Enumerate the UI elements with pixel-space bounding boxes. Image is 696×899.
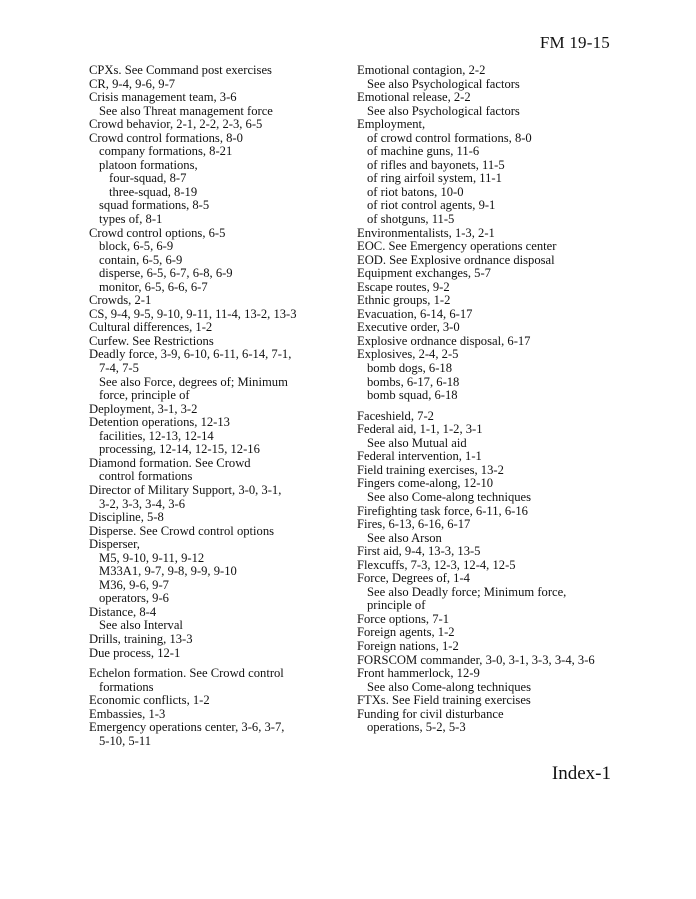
- index-entry: Employment,: [357, 117, 426, 132]
- index-entry: Firefighting task force, 6-11, 6-16: [357, 503, 528, 518]
- index-subentry: contain, 6-5, 6-9: [99, 252, 183, 267]
- index-subentry: principle of: [367, 598, 426, 613]
- index-entry: Flexcuffs, 7-3, 12-3, 12-4, 12-5: [357, 557, 516, 572]
- index-subentry: facilities, 12-13, 12-14: [99, 428, 214, 443]
- index-subentry: control formations: [99, 469, 193, 484]
- index-subentry: of riot control agents, 9-1: [367, 198, 496, 213]
- index-entry: CS, 9-4, 9-5, 9-10, 9-11, 11-4, 13-2, 13-3: [89, 306, 297, 321]
- index-subentry: types of, 8-1: [99, 212, 163, 227]
- index-entry: Executive order, 3-0: [357, 320, 460, 335]
- index-entry: Explosive ordnance disposal, 6-17: [357, 333, 531, 348]
- index-entry: Crowds, 2-1: [89, 293, 152, 308]
- index-subentry: operations, 5-2, 5-3: [367, 720, 466, 735]
- index-subentry: of machine guns, 11-6: [367, 144, 480, 159]
- index-subentry: formations: [99, 679, 154, 694]
- index-entry: Funding for civil disturbance: [357, 706, 504, 721]
- index-entry: Fingers come-along, 12-10: [357, 476, 494, 491]
- index-entry: Embassies, 1-3: [89, 706, 166, 721]
- index-subentry: See also Mutual aid: [367, 435, 467, 450]
- index-entry: Curfew. See Restrictions: [89, 333, 214, 348]
- index-entry: Explosives, 2-4, 2-5: [357, 347, 459, 362]
- index-entry: FORSCOM commander, 3-0, 3-1, 3-3, 3-4, 3-6: [357, 652, 595, 667]
- index-subentry: four-squad, 8-7: [109, 171, 187, 186]
- index-subentry: bomb squad, 6-18: [367, 388, 458, 403]
- index-entry: Foreign agents, 1-2: [357, 625, 455, 640]
- index-entry: Economic conflicts, 1-2: [89, 693, 210, 708]
- index-subentry: block, 6-5, 6-9: [99, 239, 174, 254]
- index-subentry: squad formations, 8-5: [99, 198, 210, 213]
- index-entry: Emergency operations center, 3-6, 3-7,: [89, 720, 285, 735]
- index-entry: Field training exercises, 13-2: [357, 462, 504, 477]
- index-entry: Disperser,: [89, 537, 140, 552]
- index-subentry: of rifles and bayonets, 11-5: [367, 157, 505, 172]
- index-subentry: See also Psychological factors: [367, 103, 520, 118]
- index-entry: Escape routes, 9-2: [357, 279, 450, 294]
- index-subentry: See also Force, degrees of; Minimum: [99, 374, 288, 389]
- index-entry: Ethnic groups, 1-2: [357, 293, 451, 308]
- index-subentry: of riot batons, 10-0: [367, 184, 464, 199]
- index-entry: Deadly force, 3-9, 6-10, 6-11, 6-14, 7-1,: [89, 347, 292, 362]
- index-entry: Deployment, 3-1, 3-2: [89, 401, 198, 416]
- page-number: Index-1: [551, 763, 611, 784]
- index-entry: Federal aid, 1-1, 1-2, 3-1: [357, 422, 483, 437]
- index-entry: Crisis management team, 3-6: [89, 90, 237, 105]
- index-subentry: of crowd control formations, 8-0: [367, 130, 532, 145]
- index-entry: Disperse. See Crowd control options: [89, 523, 275, 538]
- index-entry: Detention operations, 12-13: [89, 415, 230, 430]
- index-entry: Echelon formation. See Crowd control: [89, 666, 284, 681]
- index-subentry: M5, 9-10, 9-11, 9-12: [99, 550, 205, 565]
- index-subentry: bomb dogs, 6-18: [367, 361, 453, 376]
- index-subentry: platoon formations,: [99, 157, 198, 172]
- index-column-right: [357, 64, 617, 735]
- index-entry: Force options, 7-1: [357, 611, 449, 626]
- index-subentry: See also Come-along techniques: [367, 679, 532, 694]
- index-subentry: See also Deadly force; Minimum force,: [367, 584, 567, 599]
- index-subentry: 3-2, 3-3, 3-4, 3-6: [99, 496, 186, 511]
- index-subentry: 7-4, 7-5: [99, 361, 139, 376]
- index-subentry: bombs, 6-17, 6-18: [367, 374, 460, 389]
- index-entry: FTXs. See Field training exercises: [357, 693, 531, 708]
- index-entry: Faceshield, 7-2: [357, 408, 434, 423]
- index-entry: Drills, training, 13-3: [89, 631, 193, 646]
- index-subentry: See also Arson: [367, 530, 442, 545]
- index-entry: Diamond formation. See Crowd: [89, 455, 251, 470]
- index-entry: Crowd control formations, 8-0: [89, 130, 243, 145]
- index-entry: Evacuation, 6-14, 6-17: [357, 306, 473, 321]
- index-entry: Equipment exchanges, 5-7: [357, 266, 491, 281]
- index-subentry: operators, 9-6: [99, 591, 169, 606]
- index-subentry: See also Come-along techniques: [367, 489, 532, 504]
- index-subentry: processing, 12-14, 12-15, 12-16: [99, 442, 260, 457]
- index-subentry: of ring airfoil system, 11-1: [367, 171, 502, 186]
- index-entry: Federal intervention, 1-1: [357, 449, 482, 464]
- index-entry: Crowd behavior, 2-1, 2-2, 2-3, 6-5: [89, 117, 263, 132]
- index-entry: Environmentalists, 1-3, 2-1: [357, 225, 495, 240]
- index-entry: EOC. See Emergency operations center: [357, 239, 557, 254]
- index-entry: Force, Degrees of, 1-4: [357, 571, 470, 586]
- index-entry: Due process, 12-1: [89, 645, 181, 660]
- index-entry: Cultural differences, 1-2: [89, 320, 213, 335]
- index-entry: Distance, 8-4: [89, 604, 157, 619]
- index-subentry: force, principle of: [99, 388, 190, 403]
- index-subentry: See also Interval: [99, 618, 183, 633]
- index-entry: EOD. See Explosive ordnance disposal: [357, 252, 555, 267]
- index-subentry: See also Threat management force: [99, 103, 273, 118]
- index-entry: Discipline, 5-8: [89, 510, 164, 525]
- index-entry: Emotional contagion, 2-2: [357, 63, 486, 77]
- index-subentry: disperse, 6-5, 6-7, 6-8, 6-9: [99, 266, 233, 281]
- index-subentry: monitor, 6-5, 6-6, 6-7: [99, 279, 208, 294]
- index-column-left: [89, 64, 337, 748]
- index-subentry: See also Psychological factors: [367, 76, 520, 91]
- index-subentry: company formations, 8-21: [99, 144, 233, 159]
- index-subentry: three-squad, 8-19: [109, 184, 198, 199]
- index-entry: Emotional release, 2-2: [357, 90, 471, 105]
- index-subentry: M36, 9-6, 9-7: [99, 577, 169, 592]
- index-subentry: of shotguns, 11-5: [367, 212, 455, 227]
- index-entry: Crowd control options, 6-5: [89, 225, 226, 240]
- index-entry: CPXs. See Command post exercises: [89, 63, 272, 77]
- index-entry: Foreign nations, 1-2: [357, 638, 459, 653]
- index-entry: Front hammerlock, 12-9: [357, 666, 480, 681]
- document-id: FM 19-15: [539, 33, 610, 52]
- index-subentry: 5-10, 5-11: [99, 733, 151, 748]
- index-entry: Director of Military Support, 3-0, 3-1,: [89, 482, 282, 497]
- index-entry: CR, 9-4, 9-6, 9-7: [89, 76, 176, 91]
- index-entry: Fires, 6-13, 6-16, 6-17: [357, 517, 471, 532]
- index-subentry: M33A1, 9-7, 9-8, 9-9, 9-10: [99, 564, 237, 579]
- index-entry: First aid, 9-4, 13-3, 13-5: [357, 544, 481, 559]
